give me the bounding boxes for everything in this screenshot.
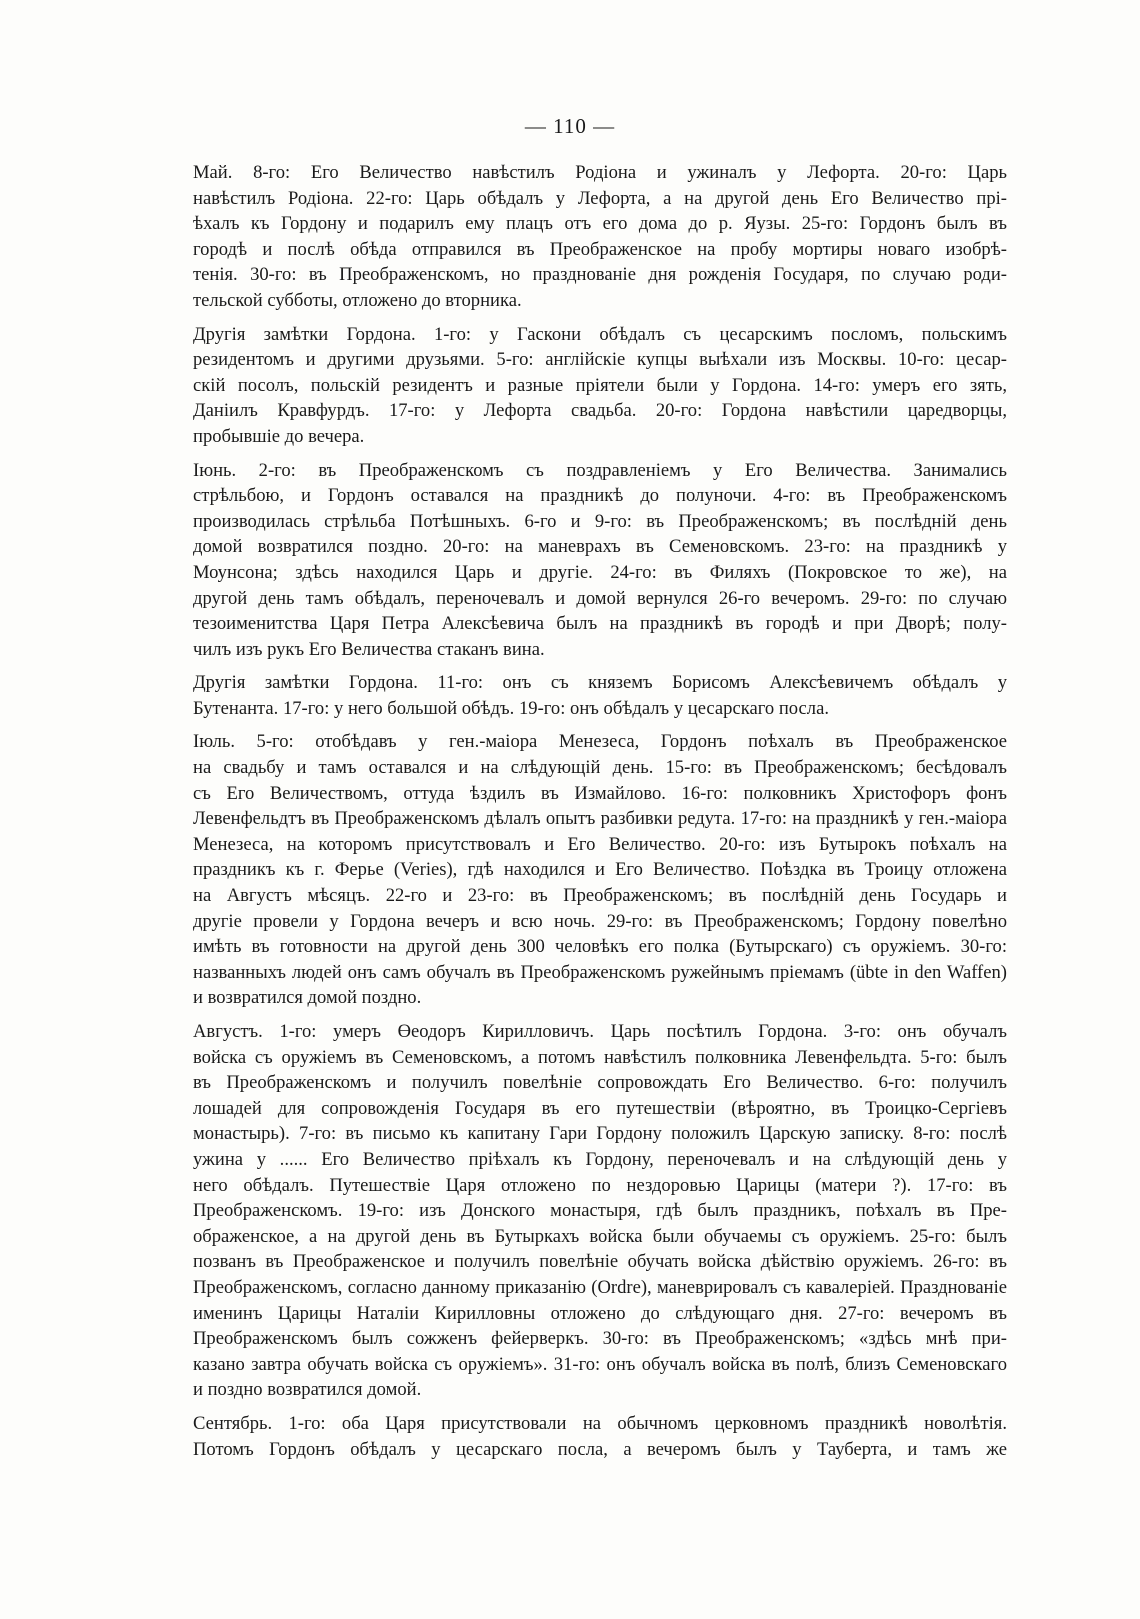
text-line: лошадей для сопровожденія Государя въ его путешествіи (вѣроятно, въ Троицко-Сергіевъ [193, 1097, 1007, 1119]
text-line: другой день тамъ обѣдалъ, переночевалъ и домой вернулся 26-го вечеромъ. 29-го: по случаю [193, 587, 1007, 609]
text-line: Моунсона; здѣсь находился Царь и другіе. 24-го: въ Филяхъ (Покровское то же), на [193, 561, 1007, 583]
text-line: резидентомъ и другими друзьями. 5-го: англійскіе купцы выѣхали изъ Москвы. 10-го: цесар- [193, 349, 1007, 371]
text-line: Преображенскомъ, согласно данному приказанію (Ordre), маневрировалъ съ кавалеріей. Празднованіе [193, 1276, 1007, 1298]
text-line: на Августъ мѣсяцъ. 22-го и 23-го: въ Преображенскомъ; въ послѣдній день Государь и [193, 885, 1007, 907]
paragraph-september [157, 1411, 1007, 1462]
text-line: навѣстилъ Родіона. 22-го: Царь обѣдалъ у Лефорта, а на другой день Его Величество прі- [193, 187, 1007, 209]
text-line: него обѣдалъ. Путешествіе Царя отложено по нездоровью Царицы (матери ?). 17-го: въ [193, 1174, 1007, 1196]
text-line: другіе провели у Гордона вечеръ и всю ночь. 29-го: въ Преображенскомъ; Гордону повелѣно [193, 910, 1007, 932]
text-line: войска съ оружіемъ въ Семеновскомъ, а потомъ навѣстилъ полковника Левенфельдта. 5-го: былъ [193, 1046, 1007, 1068]
text-line: Даніилъ Кравфурдъ. 17-го: у Лефорта свадьба. 20-го: Гордона навѣстили царедворцы, [193, 400, 1007, 422]
paragraph-june [157, 458, 1007, 663]
paragraph-may [157, 160, 1007, 314]
paragraph-june-notes [157, 670, 1007, 721]
text-line: Бутенанта. 17-го: у него большой обѣдъ. 19-го: онъ обѣдалъ у цесарскаго посла. [193, 697, 829, 719]
text-line: ображенское, а на другой день въ Бутыркахъ войска были обучаемы съ оружіемъ. 25-го: былъ [193, 1225, 1007, 1247]
text-line: ѣхалъ къ Гордону и подарилъ ему плацъ отъ его дома до р. Яузы. 25-го: Гордонъ былъ въ [193, 213, 1007, 235]
text-line: монастырь). 7-го: въ письмо къ капитану Гари Гордону положилъ Царскую записку. 8-го: послѣ [193, 1123, 1007, 1145]
text-line: казано завтра обучать войска съ оружіемъ». 31-го: онъ обучалъ войска въ полѣ, близъ Семеновскаго [193, 1353, 1007, 1375]
text-line: Августъ. 1-го: умеръ Өеодоръ Кирилловичъ. Царь посѣтилъ Гордона. 3-го: онъ обучалъ [193, 1021, 1007, 1042]
text-line: Іюль. 5-го: отобѣдавъ у ген.-маіора Менезеса, Гордонъ поѣхалъ въ Преображенское [193, 731, 1007, 753]
text-line: названныхъ людей онъ самъ обучалъ въ Преображенскомъ ружейнымъ пріемамъ (übte in den Waffen) [193, 961, 1007, 983]
text-line: именинъ Царицы Наталіи Кирилловны отложено до слѣдующаго дня. 27-го: вечеромъ въ [193, 1302, 1007, 1324]
text-line: ужина у ...... Его Величество пріѣхалъ къ Гордону, переночевалъ и на слѣдующій день у [193, 1148, 1007, 1170]
text-line: пробывшіе до вечера. [193, 425, 365, 447]
text-line: производилась стрѣльба Потѣшныхъ. 6-го и 9-го: въ Преображенскомъ; въ послѣдній день [193, 510, 1007, 532]
text-line: позванъ въ Преображенское и получилъ повелѣніе обучать войска дѣйствію оружіемъ. 26-го: въ [193, 1251, 1007, 1273]
body-text [157, 160, 1007, 1470]
text-line: чилъ изъ рукъ Его Величества стаканъ вина. [193, 638, 545, 660]
text-line: Преображенскомъ. 19-го: изъ Донского монастыря, гдѣ былъ праздникъ, поѣхалъ въ Пре- [193, 1200, 1007, 1222]
text-line: скій посолъ, польскій резидентъ и разные пріятели были у Гордона. 14-го: умеръ его зять, [193, 374, 1007, 396]
text-line: домой возвратился поздно. 20-го: на маневрахъ въ Семеновскомъ. 23-го: на праздникѣ у [193, 536, 1007, 558]
text-line: имѣть въ готовности на другой день 300 человѣкъ его полка (Бутырскаго) съ оружіемъ. 30-го: [193, 936, 1007, 958]
text-line: праздникъ къ г. Ферье (Veries), гдѣ находился и Его Величество. Поѣздка въ Троицу отложена [193, 859, 1007, 881]
text-line: Іюнь. 2-го: въ Преображенскомъ съ поздравленіемъ у Его Величества. Занимались [193, 459, 1007, 481]
text-line: на свадьбу и тамъ оставался и на слѣдующій день. 15-го: въ Преображенскомъ; бесѣдовалъ [193, 757, 1007, 779]
text-line: Преображенскомъ былъ сожженъ фейерверкъ. 30-го: въ Преображенскомъ; «здѣсь мнѣ при- [193, 1328, 1007, 1350]
page-number: — 110 — [524, 114, 616, 138]
text-line: Менезеса, на которомъ присутствовалъ и Его Величество. 20-го: изъ Бутырокъ поѣхалъ на [193, 833, 1007, 855]
paragraph-may-notes [157, 322, 1007, 450]
text-line: и поздно возвратился домой. [193, 1379, 422, 1401]
text-line: тельской субботы, отложено до вторника. [193, 289, 522, 311]
paragraph-july [157, 729, 1007, 1011]
text-line: стрѣльбою, и Гордонъ оставался на праздникѣ до полуночи. 4-го: въ Преображенскомъ [193, 485, 1007, 507]
text-line: съ Его Величествомъ, оттуда ѣздилъ въ Измайлово. 16-го: полковникъ Христофоръ фонъ [193, 782, 1007, 804]
text-line: тезоименитства Царя Петра Алексѣевича былъ на праздникѣ въ городѣ и при Дворѣ; полу- [193, 613, 1007, 635]
text-line: Другія замѣтки Гордона. 1-го: у Гаскони обѣдалъ съ цесарскимъ посломъ, польскимъ [193, 323, 1007, 345]
text-line: Май. 8-го: Его Величество навѣстилъ Родіона и ужиналъ у Лефорта. 20-го: Царь [193, 162, 1007, 183]
text-line: въ Преображенскомъ и получилъ повелѣніе сопровождать Его Величество. 6-го: получилъ [193, 1072, 1007, 1094]
paragraph-august [157, 1019, 1007, 1403]
text-line: тенія. 30-го: въ Преображенскомъ, но празднованіе дня рожденія Государя, по случаю роди- [193, 264, 1007, 286]
text-line: Сентябрь. 1-го: оба Царя присутствовали на обычномъ церковномъ праздникѣ новолѣтія. [193, 1412, 1007, 1434]
text-line: Левенфельдтъ въ Преображенскомъ дѣлалъ опытъ разбивки редута. 17-го: на праздникѣ у ген.-маіора [193, 808, 1007, 830]
text-line: Другія замѣтки Гордона. 11-го: онъ съ княземъ Борисомъ Алексѣевичемъ обѣдалъ у [193, 672, 1007, 694]
text-line: и возвратился домой поздно. [193, 987, 422, 1009]
text-line: Потомъ Гордонъ обѣдалъ у цесарскаго посла, а вечеромъ былъ у Тауберта, и тамъ же [193, 1438, 1007, 1460]
text-line: городѣ и послѣ обѣда отправился въ Преображенское на пробу мортиры новаго изобрѣ- [193, 238, 1007, 260]
